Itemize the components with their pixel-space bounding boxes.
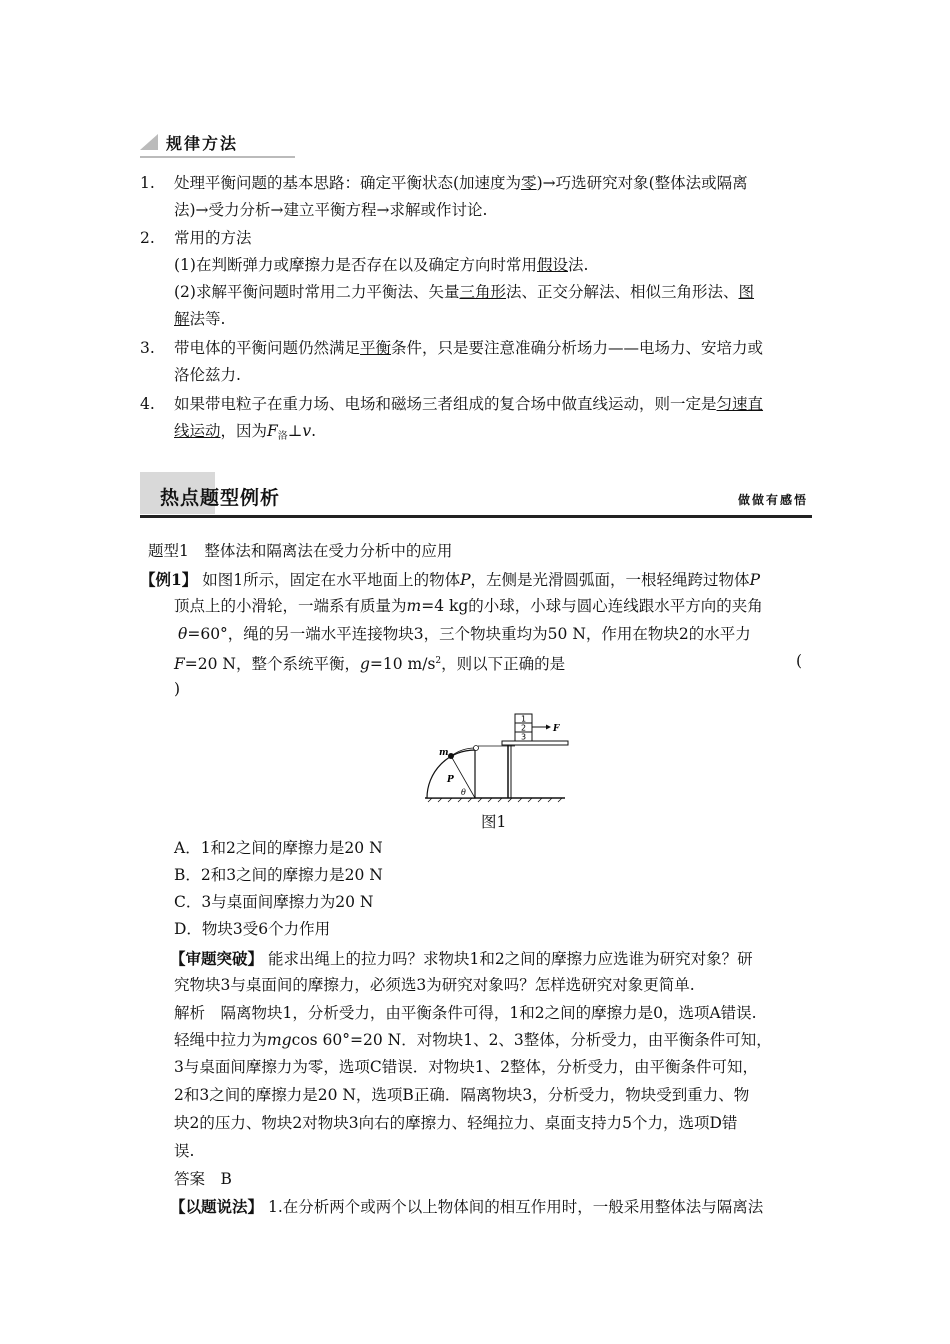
item-number: 3. bbox=[140, 339, 155, 357]
list-item-3-cont: 洛伦兹力. bbox=[174, 366, 241, 384]
example-text: =4 kg的小球，小球与圆心连线跟水平方向的夹角 bbox=[421, 597, 763, 615]
label-m: m bbox=[439, 748, 449, 758]
symbol-P: P bbox=[460, 571, 471, 589]
item-text: ，因为 bbox=[220, 422, 268, 440]
breakthrough-tag: 【审题突破】 bbox=[170, 949, 264, 968]
example-text: ，则以下正确的是 bbox=[441, 655, 566, 673]
item-number: 4. bbox=[140, 395, 155, 413]
section-header-methods bbox=[140, 130, 295, 158]
analysis-text: cos 60°=20 N．对物块1、2、3整体，分析受力，由平衡条件可知， bbox=[291, 1031, 772, 1049]
saying-text: 1.在分析两个或两个以上物体间的相互作用时，一般采用整体法与隔离法 bbox=[267, 1198, 764, 1216]
analysis-line-4: 2和3之间的摩擦力是20 N，选项B正确．隔离物块3，分析受力，物块受到重力、物 bbox=[174, 1086, 750, 1104]
superscript: 2 bbox=[435, 656, 442, 666]
example-line-1 bbox=[140, 566, 760, 594]
symbol-g: g bbox=[359, 655, 370, 673]
analysis-line-3: 3与桌面间摩擦力为零，选项C错误．对物块1、2整体，分析受力，由平衡条件可知， bbox=[174, 1058, 758, 1076]
sub-item-text: (1)在判断弹力或摩擦力是否存在以及确定方向时常用 bbox=[174, 256, 537, 274]
corner-triangle-icon bbox=[140, 134, 158, 150]
analysis-line-2 bbox=[174, 1027, 772, 1054]
item-text: 条件，只是要注意准确分析场力——电场力、安培力或 bbox=[391, 339, 764, 357]
item-text: 处理平衡问题的基本思路：确定平衡状态(加速度为 bbox=[174, 174, 522, 192]
figure-caption: 图1 bbox=[481, 813, 507, 831]
block-3-label: 3 bbox=[520, 732, 527, 742]
item-number: 1. bbox=[140, 174, 155, 192]
item-text: 带电体的平衡问题仍然满足 bbox=[174, 339, 361, 357]
symbol-F: F bbox=[174, 655, 185, 673]
breakthrough-line-1 bbox=[170, 945, 753, 973]
section-underline bbox=[140, 156, 295, 158]
label-theta: θ bbox=[461, 788, 466, 797]
item-text: )→巧选研究对象(整体法或隔离 bbox=[536, 174, 748, 192]
example-text: 顶点上的小滑轮，一端系有质量为 bbox=[174, 597, 407, 615]
example-line-2 bbox=[174, 593, 763, 620]
sub-item-text: 法、正交分解法、相似三角形法、 bbox=[505, 283, 739, 301]
list-item-1 bbox=[140, 170, 748, 197]
example-line-3 bbox=[178, 621, 751, 648]
figure-1-diagram bbox=[420, 706, 570, 806]
table-top bbox=[502, 741, 568, 745]
block-1-label: 1 bbox=[520, 714, 527, 724]
option-c: C．3与桌面间摩擦力为20 N bbox=[174, 893, 374, 911]
analysis-line-5: 块2的压力、物块2对物块3向右的摩擦力、轻绳拉力、桌面支持力5个力，选项D错 bbox=[174, 1114, 738, 1132]
period: . bbox=[311, 422, 317, 440]
sub-item-1 bbox=[174, 252, 588, 279]
force-subscript: 洛 bbox=[277, 431, 288, 442]
option-b: B．2和3之间的摩擦力是20 N bbox=[174, 866, 383, 884]
label-P: P bbox=[447, 775, 454, 785]
answer-paren-open: ( bbox=[796, 652, 803, 670]
section-header-hot-topics bbox=[140, 472, 812, 518]
section-title: 规律方法 bbox=[166, 134, 239, 153]
underlined-term: 线运动 bbox=[174, 422, 221, 440]
item-text: 常用的方法 bbox=[174, 229, 252, 247]
symbol-P: P bbox=[749, 571, 760, 589]
sub-item-2-cont bbox=[174, 306, 225, 333]
underlined-term: 平衡 bbox=[360, 339, 392, 357]
underlined-term: 假设 bbox=[536, 256, 568, 274]
answer-line: 答案 B bbox=[174, 1170, 232, 1188]
analysis-line-6: 误. bbox=[174, 1142, 195, 1160]
item-number: 2. bbox=[140, 229, 155, 247]
velocity-symbol: v bbox=[302, 422, 312, 440]
sub-item-text: 法等. bbox=[189, 310, 226, 328]
underlined-term: 零 bbox=[521, 174, 537, 192]
example-text: ，左侧是光滑圆弧面，一根轻绳跨过物体 bbox=[470, 571, 750, 589]
analysis-line-1: 解析 隔离物块1，分析受力，由平衡条件可得，1和2之间的摩擦力是0，选项A错误. bbox=[174, 1004, 757, 1022]
example-text: =10 m/s bbox=[369, 655, 436, 673]
underlined-term: 三角形 bbox=[459, 283, 506, 301]
list-item-4-cont bbox=[174, 418, 316, 450]
underlined-term: 图 bbox=[738, 283, 755, 301]
underlined-term: 匀速直 bbox=[716, 395, 764, 413]
example-line-4 bbox=[174, 648, 565, 678]
analysis-text: 轻绳中拉力为 bbox=[174, 1031, 268, 1049]
section-title: 热点题型例析 bbox=[160, 487, 281, 509]
symbol-theta: θ bbox=[178, 625, 188, 643]
list-item-3 bbox=[140, 335, 763, 362]
arrow-head-icon bbox=[546, 725, 551, 730]
block-2-label: 2 bbox=[520, 723, 527, 733]
saying-line bbox=[170, 1193, 763, 1221]
force-symbol: F bbox=[267, 422, 278, 440]
answer-paren-close: ) bbox=[174, 680, 181, 698]
item-text: 如果带电粒子在重力场、电场和磁场三者组成的复合场中做直线运动，则一定是 bbox=[174, 395, 717, 413]
label-F: F bbox=[553, 724, 560, 734]
option-a: A．1和2之间的摩擦力是20 N bbox=[174, 839, 383, 857]
section-tagline: 做做有感悟 bbox=[737, 493, 808, 507]
underlined-term: 解 bbox=[174, 310, 190, 328]
list-item-2 bbox=[140, 225, 252, 252]
saying-tag: 【以题说法】 bbox=[170, 1197, 264, 1216]
perp-symbol: ⊥ bbox=[287, 422, 303, 440]
list-item-4 bbox=[140, 391, 763, 418]
example-text: =20 N，整个系统平衡， bbox=[184, 655, 360, 673]
example-tag: 【例1】 bbox=[140, 570, 198, 589]
example-text: 如图1所示，固定在水平地面上的物体 bbox=[202, 571, 461, 589]
option-d: D．物块3受6个力作用 bbox=[174, 920, 331, 938]
sub-item-text: 法. bbox=[567, 256, 589, 274]
symbol-mg: mg bbox=[267, 1031, 292, 1049]
breakthrough-text: 能求出绳上的拉力吗？求物块1和2之间的摩擦力应选谁为研究对象？研 bbox=[267, 950, 753, 968]
problem-type-heading: 题型1 整体法和隔离法在受力分析中的应用 bbox=[148, 542, 453, 560]
sub-item-text: (2)求解平衡问题时常用二力平衡法、矢量 bbox=[174, 283, 460, 301]
symbol-m: m bbox=[406, 597, 422, 615]
sub-item-2 bbox=[174, 279, 754, 306]
example-text: =60°，绳的另一端水平连接物块3，三个物块重均为50 N，作用在物块2的水平力 bbox=[187, 625, 751, 643]
pulley bbox=[474, 746, 479, 751]
breakthrough-line-2: 究物块3与桌面间的摩擦力，必须选3为研究对象吗？怎样选研究对象更简单. bbox=[174, 976, 695, 994]
section-underline bbox=[140, 515, 812, 518]
list-item-1-cont: 法)→受力分析→建立平衡方程→求解或作讨论. bbox=[174, 201, 488, 219]
